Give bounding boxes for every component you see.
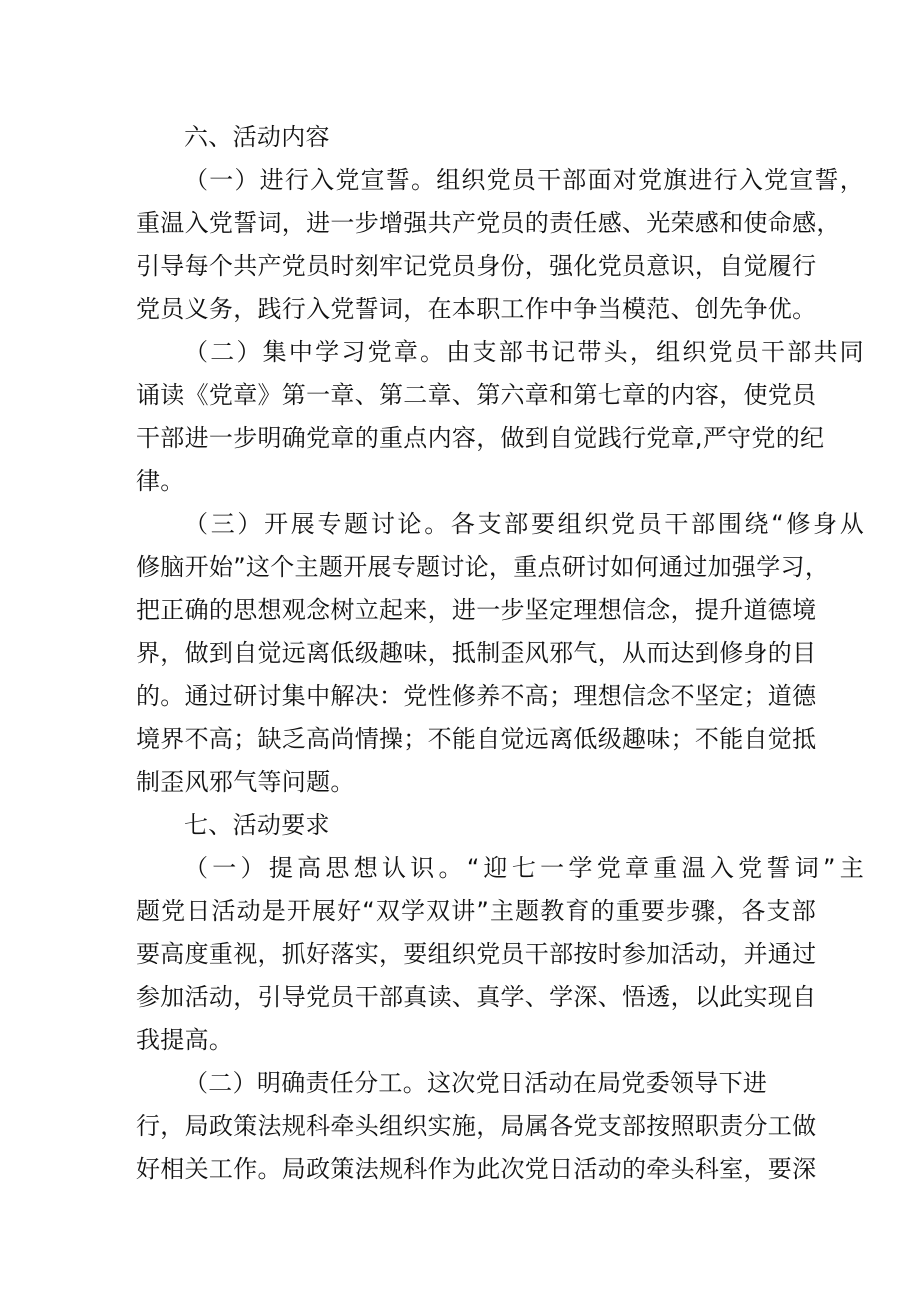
paragraph-line: 重温入党誓词，进一步增强共产党员的责任感、光荣感和使命感，	[136, 209, 841, 237]
section-heading-activity-content: 六、活动内容	[184, 123, 330, 151]
paragraph-line: 制歪风邪气等问题。	[136, 768, 355, 796]
paragraph-line: （一）进行入党宣誓。组织党员干部面对党旗进行入党宣誓，	[184, 166, 864, 194]
paragraph-line: 修脑开始”这个主题开展专题讨论，重点研讨如何通过加强学习，	[136, 553, 830, 581]
paragraph-line: 律。	[136, 467, 185, 495]
paragraph-line: 题党日活动是开展好“双学双讲”主题教育的重要步骤，各支部	[136, 897, 816, 925]
paragraph-line: （三）开展专题讨论。各支部要组织党员干部围绕“修身从	[184, 510, 864, 538]
section-heading-activity-requirements: 七、活动要求	[184, 811, 330, 839]
paragraph-line: （二）明确责任分工。这次党日活动在局党委领导下进	[184, 1069, 768, 1097]
paragraph-line: 干部进一步明确党章的重点内容，做到自觉践行党章,严守党的纪	[136, 424, 825, 452]
paragraph-line: 的。通过研讨集中解决：党性修养不高；理想信念不坚定；道德	[136, 682, 817, 710]
paragraph-line: 党员义务，践行入党誓词，在本职工作中争当模范、创先争优。	[136, 295, 817, 323]
paragraph-line: （一）提高思想认识。“迎七一学党章重温入党誓词”主	[184, 854, 864, 882]
paragraph-line: 好相关工作。局政策法规科作为此次党日活动的牵头科室，要深	[136, 1155, 817, 1183]
paragraph-line: 引导每个共产党员时刻牢记党员身份，强化党员意识，自觉履行	[136, 252, 817, 280]
paragraph-line: 界，做到自觉远离低级趣味，抵制歪风邪气，从而达到修身的目	[136, 639, 817, 667]
paragraph-line: 行，局政策法规科牵头组织实施，局属各党支部按照职责分工做	[136, 1112, 817, 1140]
paragraph-line: 诵读《党章》第一章、第二章、第六章和第七章的内容，使党员	[136, 381, 817, 409]
paragraph-line: 要高度重视，抓好落实，要组织党员干部按时参加活动，并通过	[136, 940, 817, 968]
paragraph-line: （二）集中学习党章。由支部书记带头，组织党员干部共同	[184, 338, 864, 366]
paragraph-line: 把正确的思想观念树立起来，进一步坚定理想信念，提升道德境	[136, 596, 817, 624]
paragraph-line: 参加活动，引导党员干部真读、真学、学深、悟透，以此实现自	[136, 983, 817, 1011]
paragraph-line: 境界不高；缺乏高尚情操；不能自觉远离低级趣味；不能自觉抵	[136, 725, 817, 753]
paragraph-line: 我提高。	[136, 1026, 234, 1054]
